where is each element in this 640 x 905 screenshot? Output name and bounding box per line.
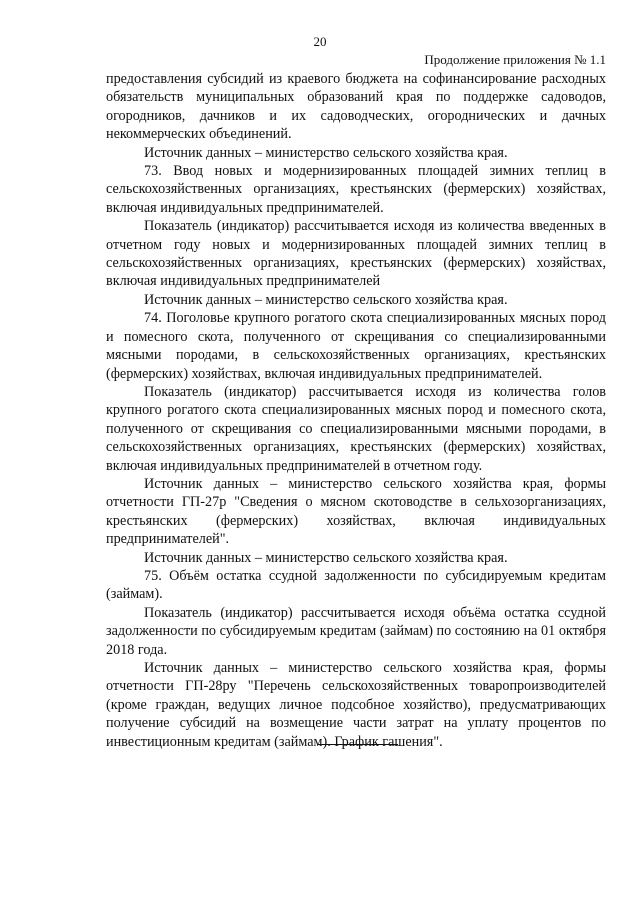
paragraph-indicator-74: Показатель (индикатор) рассчитывается исходя из количества голов крупного рогатого скота специализированных мясных пород и помесного скота, полученного от скрещивания со специализированными мясными породами, в сельскохозяйственных организациях, крестьянских (фермерских) хозяйствах, включая индивидуальных предпринимателей в отчетном году. xyxy=(106,383,606,474)
paragraph-indicator-75: Показатель (индикатор) рассчитывается исходя объёма остатка ссудной задолженности по субсидируемым кредитам (займам) по состоянию на 01 октября 2018 года. xyxy=(106,604,606,658)
appendix-continuation-note: Продолжение приложения № 1.1 xyxy=(424,52,606,67)
page-number: 20 xyxy=(313,34,327,49)
closing-divider xyxy=(318,744,398,745)
paragraph-indicator-73: Показатель (индикатор) рассчитывается исходя из количества введенных в отчетном году новых и модернизированных площадей зимних теплиц в сельскохозяйственных организациях, крестьянских (фермерских) хозяйствах, включая индивидуальных предпринимателей xyxy=(106,218,606,290)
document-body xyxy=(106,70,606,751)
paragraph-item-73: 73. Ввод новых и модернизированных площадей зимних теплиц в сельскохозяйственных организациях, крестьянских (фермерских) хозяйствах, включая индивидуальных предпринимателей. xyxy=(106,163,606,216)
paragraph-continuation: предоставления субсидий из краевого бюджета на софинансирование расходных обязательств муниципальных образований края по поддержке садоводов, огородников, дачников и их садоводческих, огороднических и дачных некоммерческих объединений. xyxy=(106,71,606,143)
paragraph-data-source-forms: Источник данных – министерство сельского хозяйства края, формы отчетности ГП-27р "Сведения о мясном скотоводстве в сельхозорганизациях, крестьянских (фермерских) хозяйствах, включая индивидуальных предпринимателей". xyxy=(106,475,606,548)
paragraph-item-75: 75. Объём остатка ссудной задолженности по субсидируемым кредитам (займам). xyxy=(106,567,606,603)
paragraph-data-source: Источник данных – министерство сельского хозяйства края. xyxy=(144,291,508,308)
paragraph-item-74: 74. Поголовье крупного рогатого скота специализированных мясных пород и помесного скота, полученного от скрещивания со специализированными мясными породами, в сельскохозяйственных организациях, крестьянских (фермерских) хозяйствах, включая индивидуальных предпринимателей. xyxy=(106,310,606,382)
paragraph-data-source: Источник данных – министерство сельского хозяйства края. xyxy=(144,144,508,161)
paragraph-data-source-forms: Источник данных – министерство сельского хозяйства края, формы отчетности ГП-28ру "Перечень сельскохозяйственных товаропроизводителей (кроме граждан, ведущих личное подсобное хозяйство), предусматривающих получение субсидий на возмещение части затрат на уплату процентов по инвестиционным кредитам (займам). График гашения". xyxy=(106,660,606,750)
paragraph-data-source: Источник данных – министерство сельского хозяйства края. xyxy=(144,549,508,566)
